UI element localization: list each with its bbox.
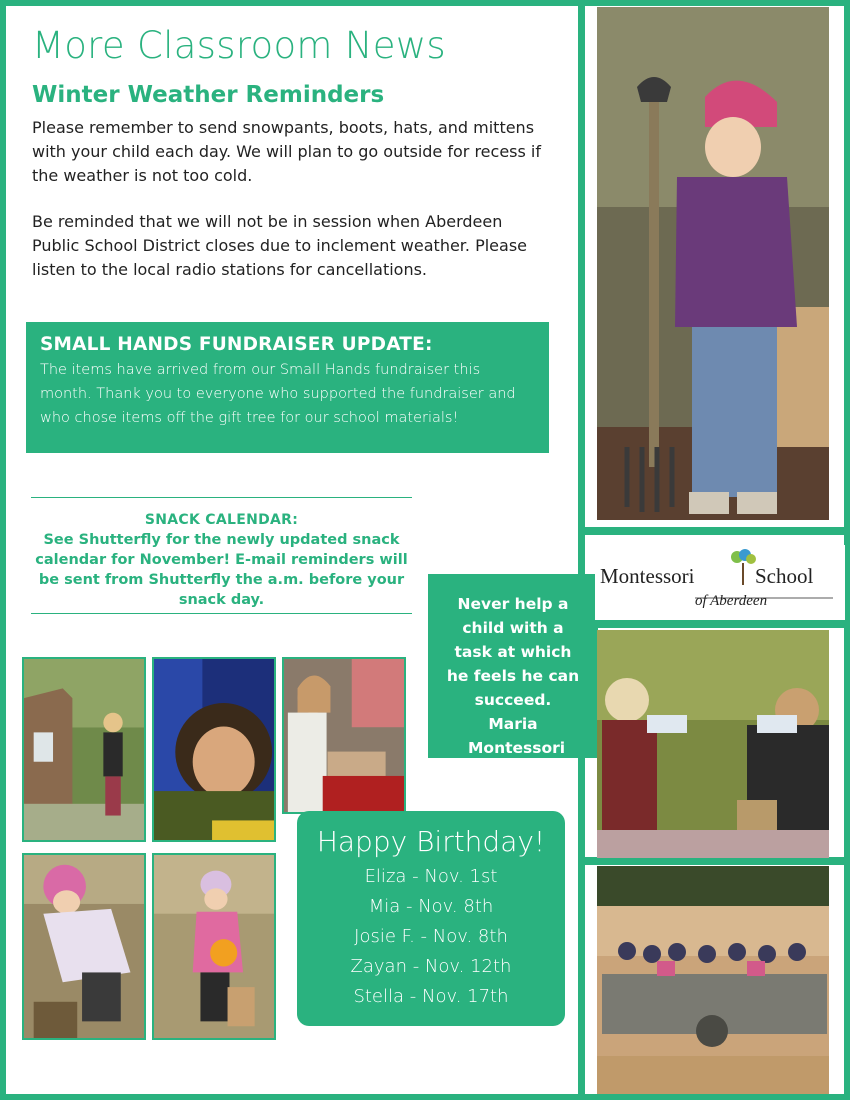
birthday-item: Stella - Nov. 17th — [353, 986, 509, 1007]
photo-child-pumpkin — [152, 853, 276, 1040]
birthday-title: Happy Birthday! — [316, 825, 546, 858]
logo-word-school: School — [755, 564, 814, 588]
fundraiser-box — [26, 322, 549, 453]
snack-body: See Shutterfly for the newly updated snack calendar for November! E-mail reminders will be sent from Shutterfly the a.m. before your snack day. — [35, 532, 408, 608]
tree-icon — [731, 549, 756, 585]
right-column-divider-3 — [585, 857, 850, 865]
birthday-item: Josie F. - Nov. 8th — [354, 926, 508, 947]
photo-playhouse — [22, 657, 146, 842]
fundraiser-body: The items have arrived from our Small Hands fundraiser this month. Thank you to everyone who supported the fundraiser and who chose items off the gift tree for our school materials! — [40, 362, 516, 426]
photo-child-bag — [282, 657, 406, 814]
school-logo — [595, 545, 845, 620]
snack-calendar — [31, 497, 412, 614]
logo-tagline: of Aberdeen — [695, 593, 768, 609]
right-column-divider-2 — [585, 620, 850, 628]
quote-author: Maria Montessori — [468, 715, 566, 757]
photo-hayride — [597, 866, 829, 1094]
birthday-item: Mia - Nov. 8th — [368, 896, 494, 917]
column-divider — [578, 0, 585, 1100]
right-column-divider-1 — [585, 527, 850, 535]
snack-title: SNACK CALENDAR: — [144, 512, 299, 528]
reminder-paragraph-2: Be reminded that we will not be in session when Aberdeen Public School District closes due to inclement weather. Please listen to the local radio stations for cancellations. — [32, 212, 527, 279]
section-heading: Winter Weather Reminders — [32, 82, 385, 108]
birthday-item: Eliza - Nov. 1st — [364, 866, 498, 887]
quote-text: Never help a child with a task at which he feels he can succeed. — [446, 595, 580, 709]
quote-box — [428, 574, 598, 758]
photo-child-pink-hat — [22, 853, 146, 1040]
page-title: More Classroom News — [32, 24, 446, 67]
fundraiser-title: SMALL HANDS FUNDRAISER UPDATE: — [40, 334, 433, 355]
logo-word-montessori: Montessori — [600, 564, 695, 588]
photo-child-pitchfork — [597, 7, 829, 520]
photo-children-drinking — [597, 630, 829, 858]
photo-child-hood — [152, 657, 276, 842]
birthday-box — [297, 811, 565, 1026]
birthday-item: Zayan - Nov. 12th — [350, 956, 512, 977]
reminder-paragraph-1: Please remember to send snowpants, boots, hats, and mittens with your child each day. We will plan to go outside for recess if the weather is not too cold. — [32, 118, 541, 185]
